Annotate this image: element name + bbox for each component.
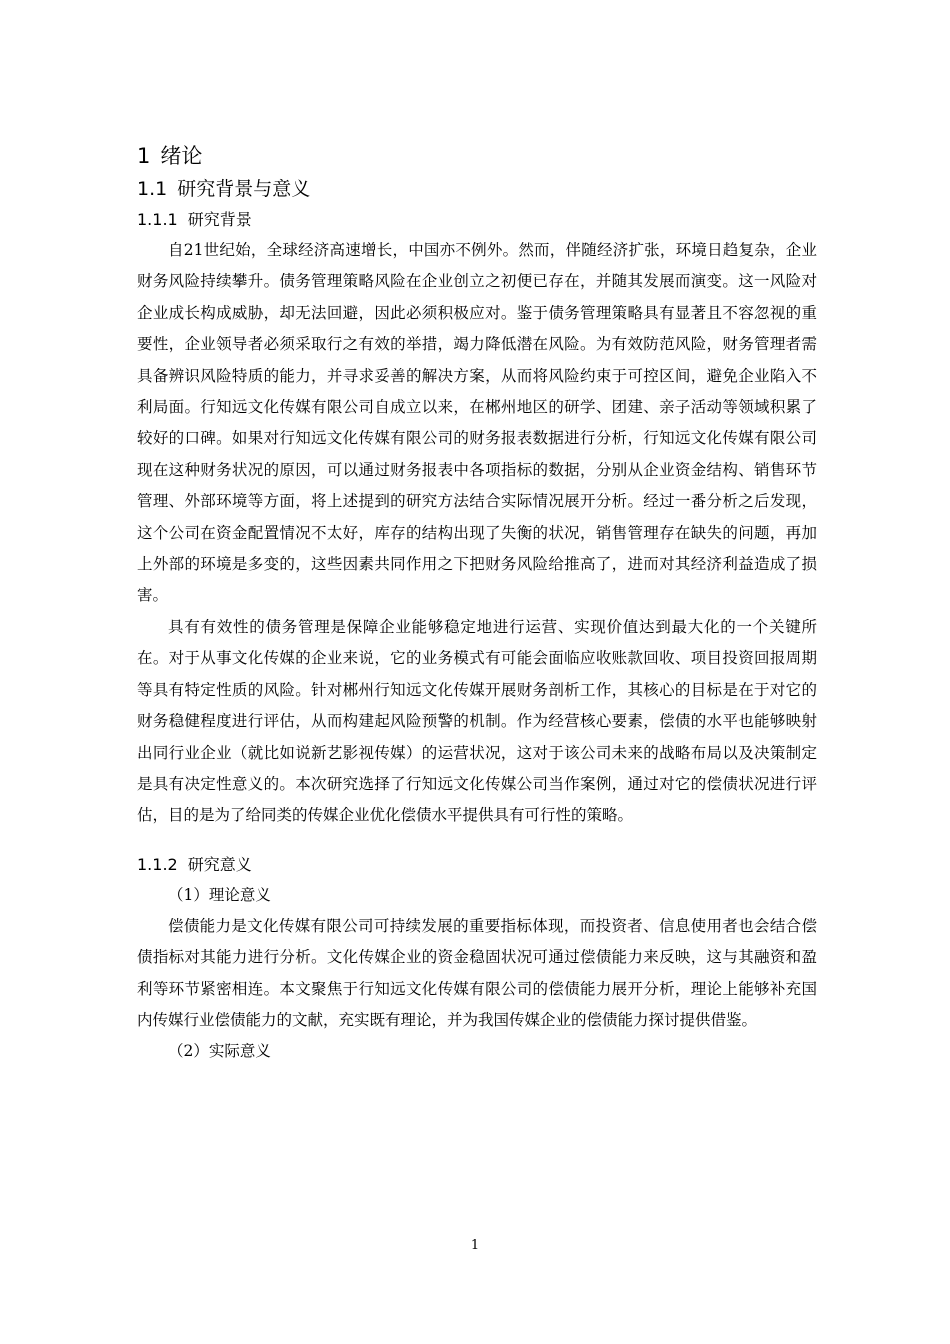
chapter-title: 绪论 <box>160 144 203 168</box>
body-paragraph: 具有有效性的债务管理是保障企业能够稳定地进行运营、实现价值达到最大化的一个关键所在。对于从事文化传媒的企业来说，它的业务模式有可能会面临应收账款回收、项目投资回报周期等具有特定性质的风险。针对郴州行知远文化传媒开展财务剖析工作，其核心的目标是在于对它的财务稳健程度进行评估，从而构建起风险预警的机制。作为经营核心要素，偿债的水平也能够映射出同行业企业（就比如说新艺影视传媒）的运营状况，这对于该公司未来的战略布局以及决策制定是具有决定性意义的。本次研究选择了行知远文化传媒公司当作案例，通过对它的偿债状况进行评估，目的是为了给同类的传媒企业优化偿债水平提供具有可行性的策略。 <box>137 617 817 825</box>
section-number: 1.1 <box>137 178 168 200</box>
body-paragraph: 偿债能力是文化传媒有限公司可持续发展的重要指标体现，而投资者、信息使用者也会结合偿债指标对其能力进行分析。文化传媒企业的资金稳固状况可通过偿债能力来反映，这与其融资和盈利等环节紧密相连。本文聚焦于行知远文化传媒有限公司的偿债能力展开分析，理论上能够补充国内传媒行业偿债能力的文献，充实既有理论，并为我国传媒企业的偿债能力探讨提供借鉴。 <box>137 916 817 1029</box>
subsection-heading-background <box>137 205 817 235</box>
page-number: 1 <box>470 1238 480 1253</box>
subsection-heading-significance <box>137 850 817 880</box>
subsection-title-background: 研究背景 <box>187 210 252 229</box>
paragraph-gap <box>137 832 817 850</box>
body-paragraph: 自21世纪始，全球经济高速增长，中国亦不例外。然而，伴随经济扩张，环境日趋复杂，企业财务风险持续攀升。债务管理策略风险在企业创立之初便已存在，并随其发展而演变。这一风险对企业成长构成威胁，却无法回避，因此必须积极应对。鉴于债务管理策略具有显著且不容忽视的重要性，企业领导者必须采取行之有效的举措，竭力降低潜在风险。为有效防范风险，财务管理者需具备辨识风险特质的能力，并寻求妥善的解决方案，从而将风险约束于可控区间，避免企业陷入不利局面。行知远文化传媒有限公司自成立以来，在郴州地区的研学、团建、亲子活动等领域积累了较好的口碑。如果对行知远文化传媒有限公司的财务报表数据进行分析，行知远文化传媒有限公司现在这种财务状况的原因，可以通过财务报表中各项指标的数据，分别从企业资金结构、销售环节管理、外部环境等方面，将上述提到的研究方法结合实际情况展开分析。经过一番分析之后发现，这个公司在资金配置情况不太好，库存的结构出现了失衡的状况，销售管理存在缺失的问题，再加上外部的环境是多变的，这些因素共同作用之下把财务风险给推高了，进而对其经济利益造成了损害。 <box>137 241 817 605</box>
theory-significance-label: （1）理论意义 <box>168 885 271 904</box>
chapter-heading <box>137 139 817 173</box>
subsection-number-significance: 1.1.2 <box>137 854 178 874</box>
practical-significance-label: （2）实际意义 <box>168 1042 271 1061</box>
section-title: 研究背景与意义 <box>177 178 311 200</box>
chapter-number: 1 <box>137 144 151 168</box>
subsection-number-background: 1.1.1 <box>137 210 178 229</box>
subsection-title-significance: 研究意义 <box>187 854 252 874</box>
page-content <box>137 139 817 1067</box>
section-heading <box>137 173 817 205</box>
